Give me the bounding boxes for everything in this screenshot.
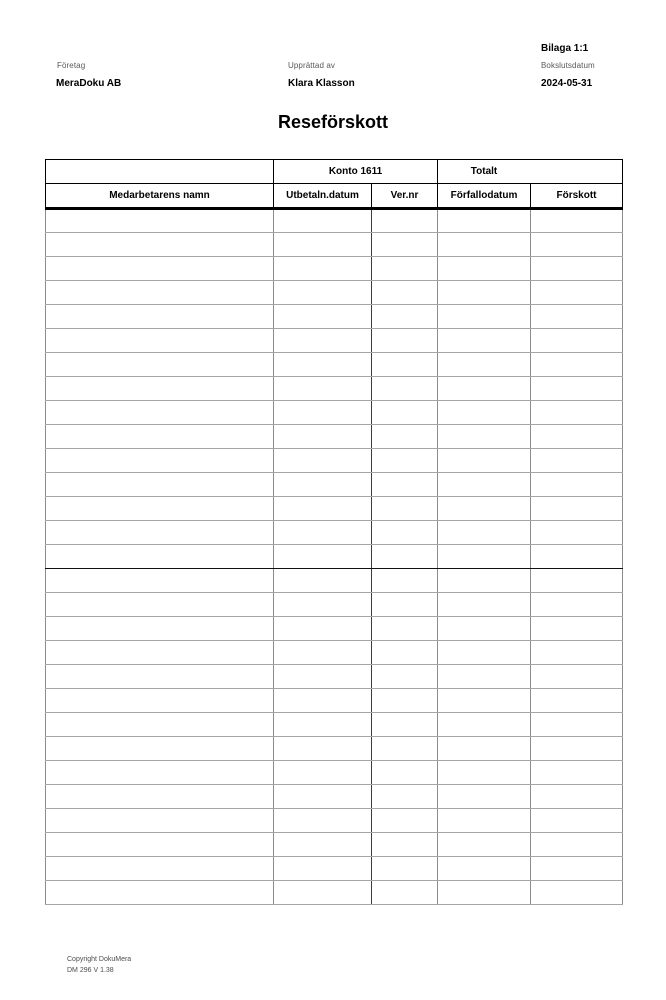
table-cell-empty [274, 425, 372, 449]
table-cell-empty [274, 353, 372, 377]
table-row [46, 257, 623, 281]
table-row [46, 281, 623, 305]
table-cell-empty [372, 665, 438, 689]
table-cell-empty [531, 329, 623, 353]
table-cell-empty [372, 425, 438, 449]
table-row [46, 761, 623, 785]
table-cell-empty [438, 545, 531, 569]
footer-doc-id: DM 296 V 1.38 [67, 967, 114, 974]
table-cell-empty [438, 473, 531, 497]
table-cell-empty [46, 281, 274, 305]
table-cell-empty [274, 209, 372, 233]
table-cell-empty [372, 545, 438, 569]
table-cell-empty [274, 665, 372, 689]
table-cell-empty [531, 425, 623, 449]
table-cell-empty [46, 545, 274, 569]
table-cell-empty [531, 785, 623, 809]
table-row [46, 305, 623, 329]
table-cell-empty [46, 377, 274, 401]
column-header-row [46, 184, 623, 209]
table-cell-empty [531, 761, 623, 785]
table-cell-empty [46, 305, 274, 329]
table-cell-empty [372, 401, 438, 425]
table-cell-empty [438, 857, 531, 881]
table-cell-empty [274, 785, 372, 809]
table-row [46, 857, 623, 881]
table-cell-empty [438, 761, 531, 785]
table-cell-empty [274, 281, 372, 305]
table-cell-empty [46, 257, 274, 281]
table-row [46, 209, 623, 233]
table-row [46, 689, 623, 713]
table-row [46, 593, 623, 617]
table-cell-empty [438, 809, 531, 833]
table-cell-empty [274, 545, 372, 569]
table-cell-empty [46, 641, 274, 665]
table-cell-empty [372, 641, 438, 665]
table-cell-empty [274, 233, 372, 257]
table-cell-empty [274, 377, 372, 401]
table-cell-empty [372, 857, 438, 881]
table-row [46, 233, 623, 257]
table-cell-empty [274, 761, 372, 785]
table-cell-empty [438, 833, 531, 857]
footer [67, 954, 131, 976]
table-cell-empty [372, 305, 438, 329]
table-cell-empty [438, 881, 531, 905]
table-cell-empty [274, 449, 372, 473]
table-cell-empty [531, 545, 623, 569]
table-cell-empty [372, 593, 438, 617]
table-cell-empty [274, 881, 372, 905]
closing-date-value: 2024-05-31 [541, 78, 593, 89]
table-cell-empty [438, 449, 531, 473]
table-row [46, 449, 623, 473]
table-row [46, 425, 623, 449]
table-cell-empty [46, 401, 274, 425]
table-cell-empty [531, 401, 623, 425]
table-cell-empty [531, 281, 623, 305]
table-cell-empty [438, 329, 531, 353]
table-cell-empty [46, 833, 274, 857]
table-row [46, 545, 623, 569]
column-header-name: Medarbetarens namn [46, 184, 274, 209]
table-cell-empty [46, 209, 274, 233]
table-cell-empty [531, 473, 623, 497]
table-row [46, 641, 623, 665]
table-header [46, 160, 623, 209]
table-cell-empty [438, 593, 531, 617]
page-title: Reseförskott [277, 112, 389, 132]
table-cell-empty [372, 281, 438, 305]
table-cell-empty [438, 665, 531, 689]
table-cell-empty [372, 689, 438, 713]
table-cell-empty [372, 713, 438, 737]
table-cell-empty [531, 713, 623, 737]
table-cell-empty [438, 305, 531, 329]
table-cell-empty [372, 377, 438, 401]
table-row [46, 881, 623, 905]
table-cell-empty [438, 401, 531, 425]
table-cell-empty [46, 737, 274, 761]
table-cell-empty [274, 737, 372, 761]
table-cell-empty [372, 617, 438, 641]
table-cell-empty [46, 425, 274, 449]
table-row [46, 737, 623, 761]
table-cell-empty [46, 569, 274, 593]
table-cell-empty [372, 569, 438, 593]
table-cell-empty [274, 857, 372, 881]
table-cell-empty [438, 569, 531, 593]
column-header-due-date: Förfallodatum [438, 184, 531, 209]
table-row [46, 329, 623, 353]
attachment-ref-text: Bilaga 1:1 [541, 43, 589, 54]
table-cell-empty [531, 449, 623, 473]
table-cell-empty [531, 665, 623, 689]
table-cell-empty [372, 833, 438, 857]
table-cell-empty [372, 785, 438, 809]
table-cell-empty [438, 209, 531, 233]
table-cell-empty [372, 497, 438, 521]
table-cell-empty [46, 785, 274, 809]
table-cell-empty [274, 593, 372, 617]
table-cell-empty [438, 713, 531, 737]
table-row [46, 569, 623, 593]
table-cell-empty [438, 737, 531, 761]
table-cell-empty [274, 641, 372, 665]
table-cell-empty [438, 377, 531, 401]
table-cell-empty [438, 257, 531, 281]
table-cell-empty [438, 233, 531, 257]
table-row [46, 521, 623, 545]
table-cell-empty [438, 689, 531, 713]
prepared-by-value: Klara Klasson [288, 78, 355, 89]
table-cell-empty [438, 521, 531, 545]
table-row [46, 809, 623, 833]
table-cell-empty [372, 521, 438, 545]
table-row [46, 353, 623, 377]
table-cell-empty [531, 689, 623, 713]
attachment-ref [541, 38, 588, 56]
table-cell-empty [372, 809, 438, 833]
table-cell-empty [531, 737, 623, 761]
table-cell-empty [438, 617, 531, 641]
table-cell-empty [438, 425, 531, 449]
travel-advance-table [45, 159, 623, 905]
table-cell-empty [372, 449, 438, 473]
table-cell-empty [531, 857, 623, 881]
table-cell-empty [274, 473, 372, 497]
table-cell-empty [46, 689, 274, 713]
table-cell-empty [274, 521, 372, 545]
table-cell-empty [46, 233, 274, 257]
table-cell-empty [531, 809, 623, 833]
table-cell-empty [531, 881, 623, 905]
table-cell-empty [372, 353, 438, 377]
table-row [46, 473, 623, 497]
group-header-totalt: Totalt [438, 160, 623, 184]
group-header-empty-cell [46, 160, 274, 184]
table-cell-empty [438, 281, 531, 305]
table-row [46, 497, 623, 521]
table-cell-empty [531, 305, 623, 329]
group-header-konto: Konto 1611 [274, 160, 438, 184]
table-cell-empty [46, 473, 274, 497]
table-cell-empty [372, 329, 438, 353]
table-cell-empty [372, 737, 438, 761]
table-cell-empty [274, 329, 372, 353]
table-cell-empty [372, 761, 438, 785]
table-row [46, 833, 623, 857]
table-cell-empty [372, 257, 438, 281]
table-cell-empty [46, 857, 274, 881]
table-cell-empty [274, 809, 372, 833]
table-cell-empty [531, 353, 623, 377]
table-cell-empty [274, 713, 372, 737]
table-cell-empty [274, 305, 372, 329]
table-cell-empty [46, 353, 274, 377]
table-cell-empty [46, 497, 274, 521]
table-cell-empty [46, 713, 274, 737]
table-cell-empty [274, 257, 372, 281]
table-row [46, 665, 623, 689]
column-header-payout-date: Utbetaln.datum [274, 184, 372, 209]
table-cell-empty [531, 521, 623, 545]
table-cell-empty [46, 665, 274, 689]
table-body [46, 209, 623, 905]
table-cell-empty [274, 401, 372, 425]
table-cell-empty [46, 593, 274, 617]
prepared-by-label: Upprättad av [288, 61, 336, 70]
table-cell-empty [274, 689, 372, 713]
table-cell-empty [372, 881, 438, 905]
table-row [46, 713, 623, 737]
table-cell-empty [274, 833, 372, 857]
table-cell-empty [274, 617, 372, 641]
table-cell-empty [372, 233, 438, 257]
table-cell-empty [531, 257, 623, 281]
table-cell-empty [438, 353, 531, 377]
table-row [46, 401, 623, 425]
closing-date-label: Bokslutsdatum [541, 61, 595, 70]
table-cell-empty [274, 497, 372, 521]
table-cell-empty [531, 641, 623, 665]
table-cell-empty [531, 617, 623, 641]
column-header-advance: Förskott [531, 184, 623, 209]
table-cell-empty [438, 497, 531, 521]
table-cell-empty [46, 881, 274, 905]
table-cell-empty [531, 209, 623, 233]
footer-copyright: Copyright DokuMera [67, 956, 132, 963]
table-cell-empty [46, 761, 274, 785]
table-cell-empty [46, 329, 274, 353]
table-cell-empty [531, 233, 623, 257]
table-cell-empty [531, 377, 623, 401]
table-cell-empty [46, 809, 274, 833]
column-header-voucher-no: Ver.nr [372, 184, 438, 209]
table-cell-empty [531, 569, 623, 593]
table-cell-empty [531, 497, 623, 521]
table-cell-empty [46, 449, 274, 473]
table-row [46, 617, 623, 641]
table-row [46, 377, 623, 401]
table-cell-empty [531, 833, 623, 857]
table-cell-empty [274, 569, 372, 593]
table-row [46, 785, 623, 809]
group-header-row [46, 160, 623, 184]
table-cell-empty [46, 617, 274, 641]
table-cell-empty [372, 209, 438, 233]
table-cell-empty [531, 593, 623, 617]
company-value: MeraDoku AB [56, 78, 122, 89]
table-cell-empty [438, 641, 531, 665]
table-cell-empty [372, 473, 438, 497]
table-cell-empty [438, 785, 531, 809]
table-cell-empty [46, 521, 274, 545]
company-label: Företag [57, 61, 86, 70]
